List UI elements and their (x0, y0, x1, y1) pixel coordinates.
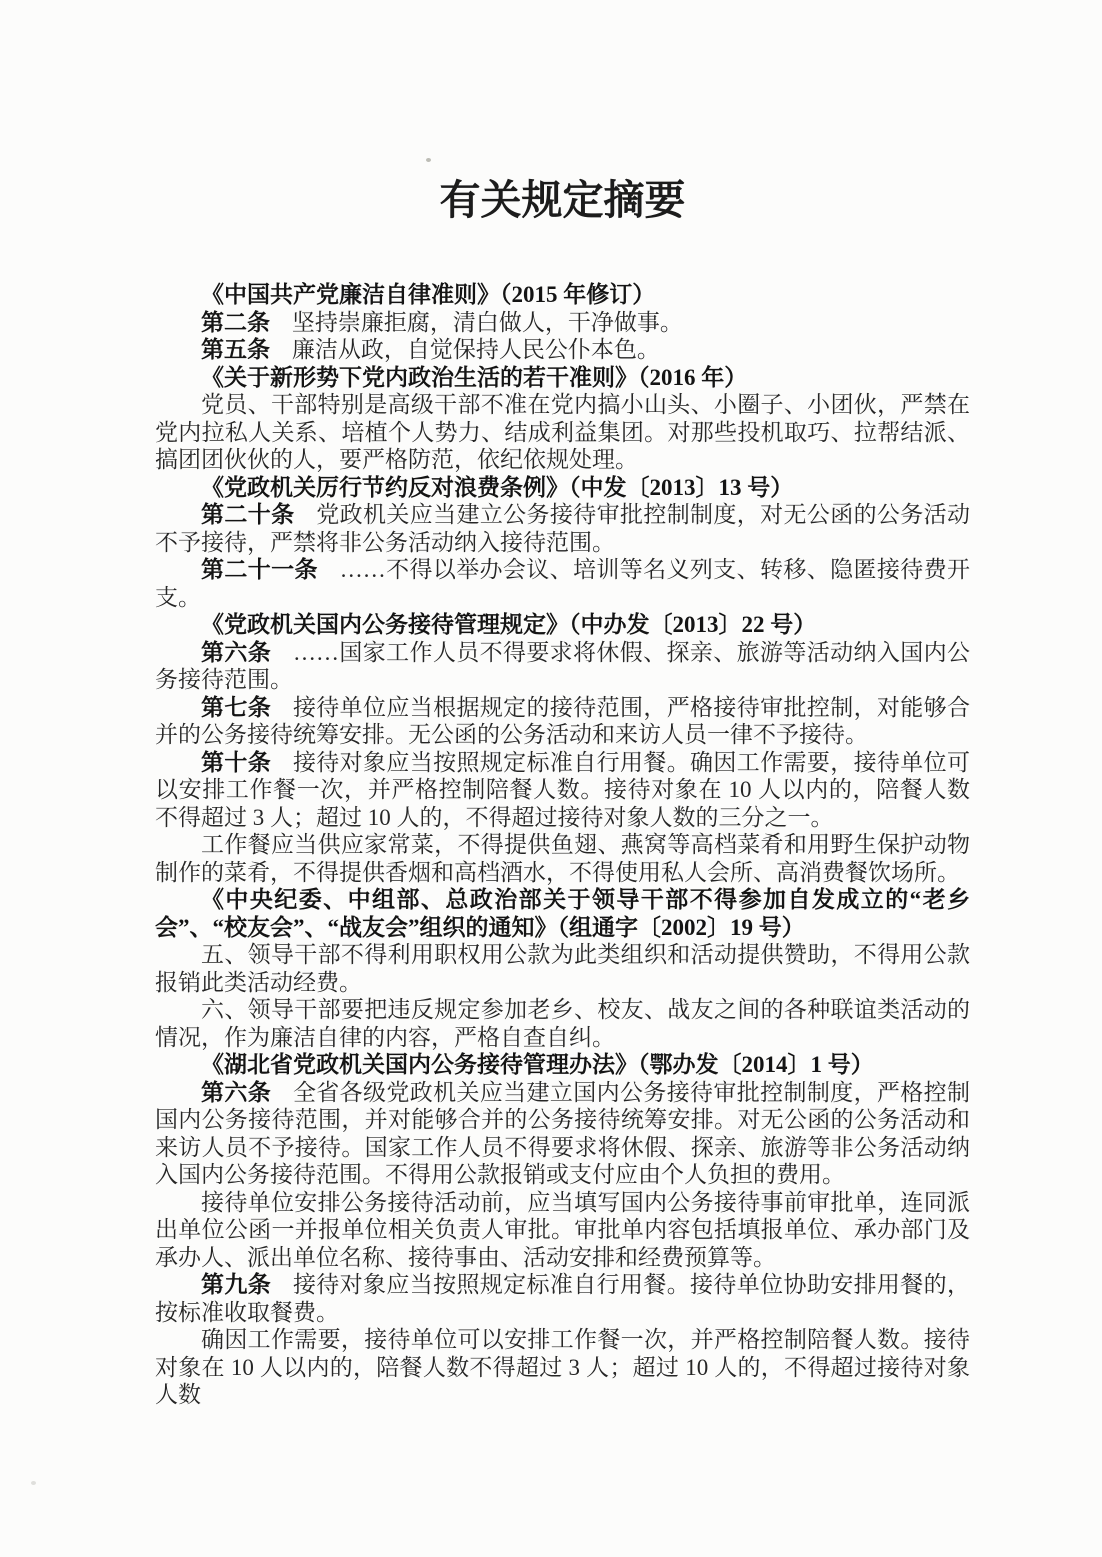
scan-speck-artifact (426, 158, 431, 162)
regulation-heading (155, 281, 970, 309)
paragraph-text: 六、领导干部要把违反规定参加老乡、校友、战友之间的各种联谊类活动的情况，作为廉洁自律的内容，严格自查自纠。 (155, 997, 970, 1050)
article-paragraph (155, 556, 970, 611)
article-paragraph (155, 501, 970, 556)
paragraph-text: ……不得以举办会议、培训等名义列支、转移、隐匿接待费开支。 (155, 557, 970, 610)
paragraph-text: 党政机关应当建立公务接待审批控制制度，对无公函的公务活动不予接待，严禁将非公务活动纳入接待范围。 (155, 502, 971, 555)
paragraph-text: 《中国共产党廉洁自律准则》（2015 年修订） (201, 282, 656, 308)
paragraph-text: 《湖北省党政机关国内公务接待管理办法》（鄂办发〔2014〕1 号） (201, 1052, 874, 1078)
body-paragraph (155, 1326, 970, 1409)
article-number: 第六条 (201, 639, 272, 665)
article-paragraph (155, 639, 970, 694)
regulation-heading (155, 474, 970, 502)
paragraph-text: 接待对象应当按照规定标准自行用餐。确因工作需要，接待单位可以安排工作餐一次，并严格控制陪餐人数。接待对象在 10 人以内的，陪餐人数不得超过 3 人；超过 10 人的，不得超过接待对象人数的三分之一。 (155, 749, 971, 830)
body-paragraph (155, 391, 970, 474)
paragraph-text: 廉洁从政，自觉保持人民公仆本色。 (291, 337, 660, 363)
article-paragraph (155, 1271, 970, 1326)
article-number: 第五条 (201, 337, 270, 363)
regulation-heading (155, 364, 970, 392)
paragraph-text: 接待对象应当按照规定标准自行用餐。接待单位协助安排用餐的，按标准收取餐费。 (155, 1272, 971, 1325)
document-body (155, 281, 970, 1409)
paragraph-text: 全省各级党政机关应当建立国内公务接待审批控制制度，严格控制国内公务接待范围，并对能够合并的公务接待统筹安排。对无公函的公务活动和来访人员不予接待。国家工作人员不得要求将休假、探亲、旅游等非公务活动纳入国内公务接待范围。不得用公款报销或支付应由个人负担的费用。 (155, 1079, 971, 1188)
paragraph-text: 五、领导干部不得利用职权用公款为此类组织和活动提供赞助，不得用公款报销此类活动经费。 (155, 942, 970, 995)
paragraph-text: 党员、干部特别是高级干部不准在党内搞小山头、小圈子、小团伙，严禁在党内拉私人关系、培植个人势力、结成利益集团。对那些投机取巧、拉帮结派、搞团团伙伙的人，要严格防范，依纪依规处理。 (155, 392, 970, 473)
paragraph-text: 《中央纪委、中组部、总政治部关于领导干部不得参加自发成立的“老乡会”、“校友会”、“战友会”组织的通知》（组通字〔2002〕19 号） (155, 887, 970, 940)
body-paragraph (155, 941, 970, 996)
paragraph-text: 坚持崇廉拒腐，清白做人，干净做事。 (291, 309, 683, 335)
body-paragraph (155, 831, 970, 886)
paragraph-text: 《党政机关国内公务接待管理规定》（中办发〔2013〕22 号） (201, 612, 817, 638)
paragraph-text: 接待单位安排公务接待活动前，应当填写国内公务接待事前审批单，连同派出单位公函一并报单位相关负责人审批。审批单内容包括填报单位、承办部门及承办人、派出单位名称、接待事由、活动安排和经费预算等。 (155, 1189, 970, 1270)
paragraph-text: 接待单位应当根据规定的接待范围，严格接待审批控制，对能够合并的公务接待统筹安排。无公函的公务活动和来访人员一律不予接待。 (155, 694, 971, 748)
article-number: 第七条 (201, 694, 272, 720)
paragraph-text: 《党政机关厉行节约反对浪费条例》（中发〔2013〕13 号） (201, 474, 794, 500)
article-paragraph (155, 694, 970, 749)
article-paragraph (155, 336, 970, 364)
paragraph-text: 工作餐应当供应家常菜，不得提供鱼翅、燕窝等高档菜肴和用野生保护动物制作的菜肴，不得提供香烟和高档酒水，不得使用私人会所、高消费餐饮场所。 (155, 832, 970, 885)
article-number: 第二条 (201, 309, 270, 335)
article-paragraph (155, 749, 970, 832)
article-number: 第九条 (201, 1272, 272, 1298)
article-paragraph (155, 309, 970, 337)
paragraph-text: 确因工作需要，接待单位可以安排工作餐一次，并严格控制陪餐人数。接待对象在 10 人以内的，陪餐人数不得超过 3 人；超过 10 人的，不得超过接待对象人数 (155, 1327, 970, 1408)
body-paragraph (155, 1189, 970, 1272)
regulation-heading (155, 886, 970, 941)
body-paragraph (155, 996, 970, 1051)
paragraph-text: 《关于新形势下党内政治生活的若干准则》（2016 年） (201, 364, 748, 390)
article-number: 第六条 (201, 1079, 272, 1105)
regulation-heading (155, 1051, 970, 1079)
article-paragraph (155, 1079, 970, 1189)
page-title: 有关规定摘要 (439, 177, 686, 223)
article-number: 第二十条 (201, 502, 295, 528)
article-number: 第二十一条 (201, 557, 318, 583)
paragraph-text: ……国家工作人员不得要求将休假、探亲、旅游等活动纳入国内公务接待范围。 (155, 639, 971, 693)
regulation-heading (155, 611, 970, 639)
scan-speck-artifact (31, 1481, 36, 1485)
article-number: 第十条 (201, 749, 272, 775)
